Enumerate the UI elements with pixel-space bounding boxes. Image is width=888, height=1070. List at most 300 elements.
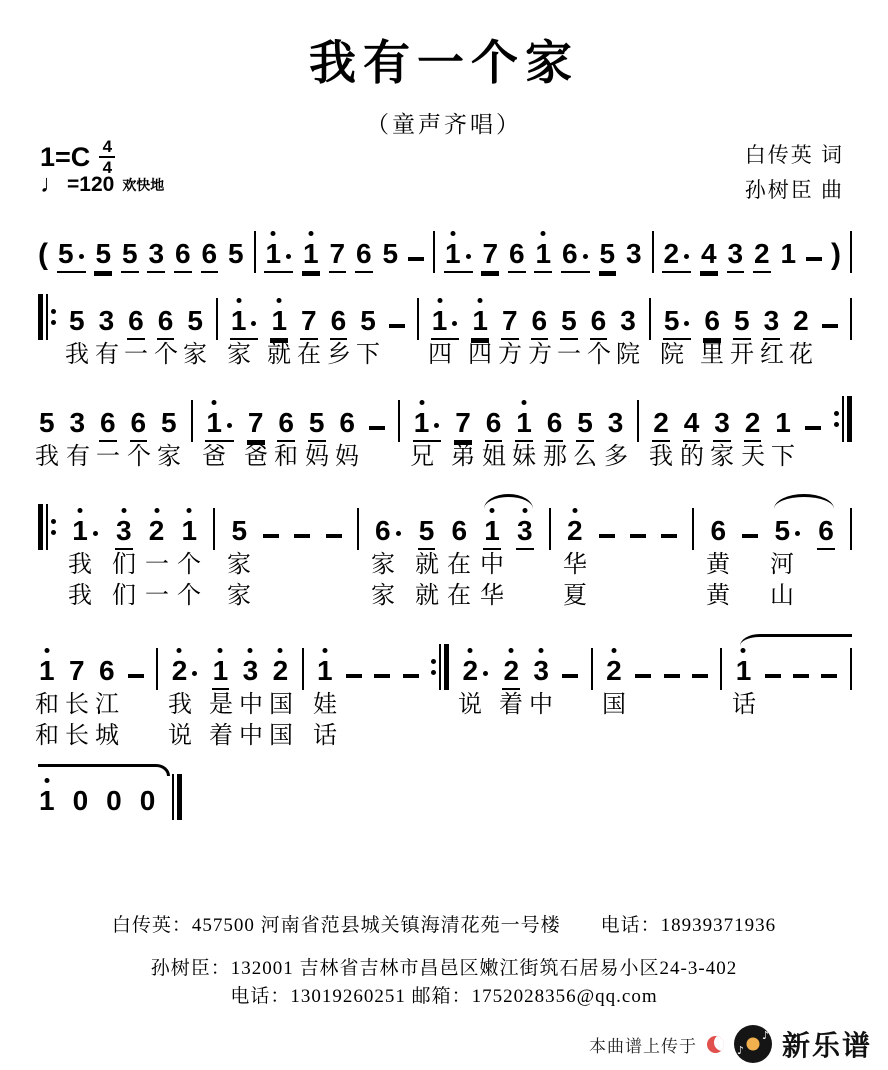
note — [38, 787, 56, 820]
barline — [637, 400, 639, 442]
note-number: 3 — [533, 655, 549, 686]
lyric-syllable: 一 — [145, 583, 169, 609]
bar-stroke — [439, 644, 441, 690]
lyric-syllable: 院 — [616, 342, 640, 368]
contact-line-1: 白传英：457500 河南省范县城关镇海清花苑一号楼 电话：18939371936 — [111, 915, 777, 936]
note — [817, 517, 835, 550]
augmentation-dot — [286, 254, 291, 259]
lyric-syllable: 妈 — [335, 444, 359, 470]
lyric-syllable: 长 — [65, 723, 89, 749]
duration-dash — [692, 674, 708, 678]
note — [359, 307, 377, 340]
lyric-syllable: 我 — [65, 342, 89, 368]
augmentation-dot — [396, 531, 401, 536]
note-number: 1 — [484, 515, 500, 546]
note — [147, 240, 165, 273]
note-number: 7 — [329, 238, 346, 269]
note-number: 2 — [606, 655, 622, 686]
duration-dash — [765, 674, 781, 678]
note — [94, 240, 112, 273]
lyric-syllable: 中 — [529, 692, 553, 718]
note — [272, 657, 290, 690]
note — [171, 657, 200, 690]
lyrics-row — [38, 551, 852, 579]
note — [98, 307, 116, 340]
bar-stroke — [177, 774, 182, 820]
note-number: 6 — [330, 305, 347, 336]
lyric-syllable: 一 — [96, 444, 120, 470]
note-number: 5 — [308, 407, 325, 438]
lyric-syllable: 里 — [700, 342, 724, 368]
note — [599, 240, 617, 273]
barline — [850, 648, 852, 690]
lyric-syllable: 夏 — [563, 583, 587, 609]
note-number: 3 — [98, 305, 115, 336]
note-number: 5 — [121, 238, 138, 269]
note — [302, 240, 320, 273]
note-number: 3 — [69, 407, 86, 438]
note-number: 6 — [374, 515, 391, 546]
note — [713, 409, 731, 442]
lyric-syllable: 方 — [528, 342, 552, 368]
lyric-syllable: 下 — [356, 342, 380, 368]
lyric-syllable: 河 — [770, 552, 794, 578]
note — [727, 240, 745, 273]
lyric-syllable: 天 — [741, 444, 765, 470]
lyric-syllable: 在 — [447, 552, 471, 578]
time-signature-numerator: 4 — [102, 137, 113, 156]
note — [709, 517, 727, 550]
lyric-syllable: 我 — [68, 583, 92, 609]
lyric-syllable: 爸 — [244, 444, 268, 470]
note — [683, 409, 701, 442]
barline — [850, 298, 852, 340]
augmentation-dot — [192, 671, 197, 676]
watermark — [589, 1024, 872, 1064]
note-number: 2 — [653, 407, 669, 438]
note — [130, 409, 148, 442]
rest-note — [105, 787, 123, 820]
augmentation-dot — [79, 254, 84, 259]
augmentation-dot — [483, 671, 488, 676]
note — [186, 307, 204, 340]
augmentation-dot — [434, 423, 439, 428]
bar-stroke — [172, 774, 174, 820]
note — [264, 240, 293, 273]
note — [308, 409, 326, 442]
note-number: 5 — [231, 515, 248, 546]
lyric-syllable: 国 — [269, 692, 293, 718]
lyric-syllable: 就 — [415, 583, 439, 609]
lyric-syllable: 有 — [66, 444, 90, 470]
note — [382, 240, 400, 273]
note-number: 6 — [590, 305, 607, 336]
note — [763, 307, 781, 340]
notes-row — [38, 486, 852, 550]
parenthesis: ) — [831, 238, 841, 271]
note — [652, 409, 670, 442]
repeat-start-barline — [38, 504, 56, 550]
parenthesis: ( — [38, 238, 48, 271]
repeat-dot — [834, 422, 839, 427]
note-number: 7 — [482, 238, 499, 269]
note-number: 5 — [382, 238, 399, 269]
note-number: 2 — [744, 407, 761, 438]
note-number: 6 — [546, 407, 563, 438]
note — [662, 240, 691, 273]
note-number: 5 — [577, 407, 593, 438]
lyric-syllable: 说 — [458, 692, 482, 718]
augmentation-dot — [93, 531, 98, 536]
note-number: 5 — [95, 238, 112, 269]
note-number: 6 — [508, 238, 525, 269]
quarter-note-icon: ♩ — [40, 170, 65, 198]
note-number: 3 — [727, 238, 744, 269]
note — [230, 307, 259, 340]
lyric-syllable: 下 — [771, 444, 795, 470]
repeat-dot — [51, 530, 56, 535]
lyric-syllable: 着 — [499, 692, 523, 718]
note-number: 7 — [247, 407, 264, 438]
note — [561, 240, 590, 273]
key-label: 1=C — [40, 141, 91, 172]
duration-dash — [128, 674, 144, 678]
music-note-glyph: ♪ — [761, 1029, 769, 1042]
note — [338, 409, 356, 442]
lyric-syllable: 和 — [35, 692, 59, 718]
note — [483, 517, 501, 550]
lyric-syllable: 我 — [68, 552, 92, 578]
note — [700, 240, 718, 273]
barline — [649, 298, 651, 340]
slur-arc — [484, 494, 533, 509]
vinyl-record-icon — [734, 1025, 772, 1063]
lyric-syllable: 爸 — [202, 444, 226, 470]
note — [227, 240, 245, 273]
note — [160, 409, 178, 442]
note — [212, 657, 230, 690]
note — [560, 307, 578, 340]
song-title: 我有一个家 — [309, 38, 579, 90]
note-number: 1 — [735, 655, 752, 686]
note-number: 1 — [230, 305, 247, 336]
note — [174, 240, 192, 273]
note — [230, 517, 248, 550]
note-number: 3 — [517, 515, 533, 546]
barline — [720, 648, 722, 690]
note-number: 3 — [763, 305, 780, 336]
note-number: 1 — [206, 407, 222, 438]
lyric-syllable: 妈 — [305, 444, 329, 470]
note-number: 5 — [69, 305, 85, 336]
repeat-dots — [431, 659, 436, 675]
note-number: 6 — [356, 238, 372, 269]
note-number: 6 — [157, 305, 174, 336]
note — [157, 307, 175, 340]
duration-dash — [374, 674, 390, 678]
note — [418, 517, 436, 550]
note — [619, 307, 637, 340]
note-number: 3 — [607, 407, 624, 438]
note-number: 1 — [212, 655, 229, 686]
duration-dash — [822, 324, 838, 328]
note — [733, 307, 751, 340]
lyric-syllable: 华 — [480, 583, 504, 609]
song-subtitle: （童声齐唱） — [366, 112, 522, 137]
note-number: 2 — [272, 655, 289, 686]
tie-arc — [38, 764, 170, 776]
note-number: 7 — [501, 305, 518, 336]
barline — [850, 231, 852, 273]
note-number: 6 — [818, 515, 834, 546]
barline — [302, 648, 304, 690]
lyric-syllable: 的 — [680, 444, 704, 470]
score-line — [35, 378, 852, 471]
note-number: 6 — [704, 305, 720, 336]
repeat-dot — [51, 309, 56, 314]
note — [329, 240, 347, 273]
barline — [156, 648, 158, 690]
rest-note — [72, 787, 90, 820]
note-number: 1 — [413, 407, 430, 438]
lyric-syllable: 娃 — [313, 692, 337, 718]
note-number: 6 — [531, 305, 548, 336]
note — [201, 240, 219, 273]
note-number: 2 — [663, 238, 680, 269]
lyric-syllable: 和 — [35, 723, 59, 749]
lyrics-row — [38, 582, 852, 610]
lyric-syllable: 在 — [447, 583, 471, 609]
score-line — [38, 209, 852, 273]
score-line — [38, 276, 852, 369]
note — [471, 307, 489, 340]
note — [534, 240, 552, 273]
note-number: 1 — [181, 515, 198, 546]
lyric-syllable: 国 — [602, 692, 626, 718]
barline — [433, 231, 435, 273]
note — [454, 409, 472, 442]
notes-row — [38, 378, 852, 442]
note-number: 2 — [566, 515, 583, 546]
note — [590, 307, 608, 340]
note-number: 2 — [462, 655, 479, 686]
notes-row — [38, 209, 852, 273]
lyric-syllable: 方 — [498, 342, 522, 368]
note — [516, 517, 534, 550]
lyric-syllable: 黄 — [706, 552, 730, 578]
barline — [549, 508, 551, 550]
repeat-dot — [431, 670, 436, 675]
note — [205, 409, 234, 442]
lyric-syllable: 妹 — [512, 444, 536, 470]
note — [277, 409, 295, 442]
bar-stroke — [847, 396, 852, 442]
note-number: 2 — [793, 305, 809, 336]
note-number: 3 — [714, 407, 730, 438]
note-number: 2 — [148, 515, 165, 546]
tempo-feel: 欢快地 — [122, 178, 165, 194]
note-number: 2 — [503, 655, 520, 686]
music-note-glyph: ♪ — [736, 1044, 745, 1057]
lyric-syllable: 家 — [710, 444, 734, 470]
augmentation-dot — [466, 254, 471, 259]
lyric-syllable: 是 — [209, 692, 233, 718]
note-number: 4 — [701, 238, 717, 269]
bar-stroke — [46, 504, 48, 550]
note-number: 6 — [98, 655, 115, 686]
note-number: 4 — [683, 407, 700, 438]
note-number: 6 — [100, 407, 116, 438]
note — [330, 307, 348, 340]
augmentation-dot — [452, 321, 457, 326]
crescent-icon — [707, 1036, 724, 1053]
note-number: 6 — [278, 407, 294, 438]
lyric-syllable: 家 — [371, 583, 395, 609]
duration-dash — [599, 534, 615, 538]
note-number: 1 — [780, 238, 797, 269]
duration-dash — [805, 426, 821, 430]
lyric-syllable: 一 — [124, 342, 148, 368]
note-number: 6 — [485, 407, 502, 438]
note — [68, 307, 86, 340]
rest-note — [139, 787, 157, 820]
note — [792, 307, 810, 340]
note — [71, 517, 100, 550]
lyric-syllable: 家 — [157, 444, 181, 470]
note — [703, 307, 721, 340]
note — [247, 409, 265, 442]
note — [773, 517, 802, 550]
lyric-syllable: 中 — [239, 692, 263, 718]
note — [532, 657, 550, 690]
note-number: 5 — [39, 407, 55, 438]
lyric-syllable: 我 — [35, 444, 59, 470]
lyric-syllable: 说 — [168, 723, 192, 749]
lyric-syllable: 个 — [154, 342, 178, 368]
note-number: 6 — [175, 238, 191, 269]
duration-dash — [793, 674, 809, 678]
note-number: 5 — [187, 305, 203, 336]
duration-dash — [346, 674, 362, 678]
note-number: 5 — [57, 238, 74, 269]
lyric-syllable: 四 — [468, 342, 492, 368]
note — [780, 240, 798, 273]
note-number: 1 — [271, 305, 288, 336]
lyric-syllable: 们 — [112, 583, 136, 609]
notes-row — [38, 626, 852, 690]
lyric-syllable: 城 — [95, 723, 119, 749]
barline — [417, 298, 419, 340]
duration-dash — [562, 674, 578, 678]
lyric-syllable: 家 — [227, 583, 251, 609]
repeat-end-barline — [431, 644, 449, 690]
bar-stroke — [46, 294, 48, 340]
duration-dash — [664, 674, 680, 678]
note-number: 1 — [444, 238, 461, 269]
repeat-dots — [51, 309, 56, 325]
note-number: 3 — [242, 655, 259, 686]
barline — [692, 508, 694, 550]
note — [242, 657, 260, 690]
barline — [652, 231, 654, 273]
note — [605, 657, 623, 690]
lyric-syllable: 个 — [587, 342, 611, 368]
lyric-syllable: 国 — [269, 723, 293, 749]
note — [69, 409, 87, 442]
note-number: 1 — [431, 305, 448, 336]
note — [127, 307, 145, 340]
note-number: 0 — [139, 785, 156, 816]
lyric-syllable: 红 — [760, 342, 784, 368]
lyric-syllable: 着 — [209, 723, 233, 749]
watermark-prefix: 本曲谱上传于 — [588, 1036, 697, 1056]
note — [502, 657, 520, 690]
lyric-syllable: 那 — [543, 444, 567, 470]
duration-dash — [742, 534, 758, 538]
note-number: 5 — [663, 305, 680, 336]
repeat-dot — [431, 659, 436, 664]
duration-dash — [403, 674, 419, 678]
note-number: 7 — [301, 305, 317, 336]
lyric-syllable: 在 — [297, 342, 321, 368]
lyric-syllable: 么 — [573, 444, 597, 470]
barline — [191, 400, 193, 442]
note — [735, 657, 753, 690]
lyric-syllable: 个 — [127, 444, 151, 470]
note — [501, 307, 519, 340]
note-number: 7 — [68, 655, 85, 686]
lyric-syllable: 乡 — [327, 342, 351, 368]
note — [316, 657, 334, 690]
note — [566, 517, 584, 550]
lyric-syllable: 弟 — [451, 444, 475, 470]
score-line — [38, 486, 852, 610]
note — [300, 307, 318, 340]
note — [444, 240, 473, 273]
lyric-syllable: 姐 — [482, 444, 506, 470]
note — [576, 409, 594, 442]
note — [413, 409, 442, 442]
barline — [850, 508, 852, 550]
note-number: 6 — [451, 515, 468, 546]
contact-line-3: 电话：13019260251 邮箱：1752028356@qq.com — [230, 986, 658, 1007]
note — [450, 517, 468, 550]
note-number: 2 — [171, 655, 188, 686]
note — [753, 240, 771, 273]
note-number: 6 — [128, 305, 144, 336]
note — [625, 240, 643, 273]
note-number: 5 — [774, 515, 791, 546]
duration-dash — [635, 674, 651, 678]
lyric-syllable: 我 — [649, 444, 673, 470]
notes-row — [38, 756, 852, 820]
note-number: 6 — [710, 515, 727, 546]
duration-dash — [369, 426, 385, 430]
note — [774, 409, 792, 442]
bar-stroke — [38, 294, 43, 340]
note-number: 3 — [626, 238, 642, 269]
note-number: 0 — [72, 785, 89, 816]
note — [98, 657, 116, 690]
note-number: 1 — [39, 785, 55, 816]
lyric-syllable: 就 — [267, 342, 291, 368]
lyric-syllable: 话 — [313, 723, 337, 749]
note-number: 1 — [775, 407, 791, 438]
lyric-syllable: 多 — [604, 444, 628, 470]
note-number: 1 — [316, 655, 333, 686]
lyric-syllable: 长 — [65, 692, 89, 718]
repeat-start-barline — [38, 294, 56, 340]
